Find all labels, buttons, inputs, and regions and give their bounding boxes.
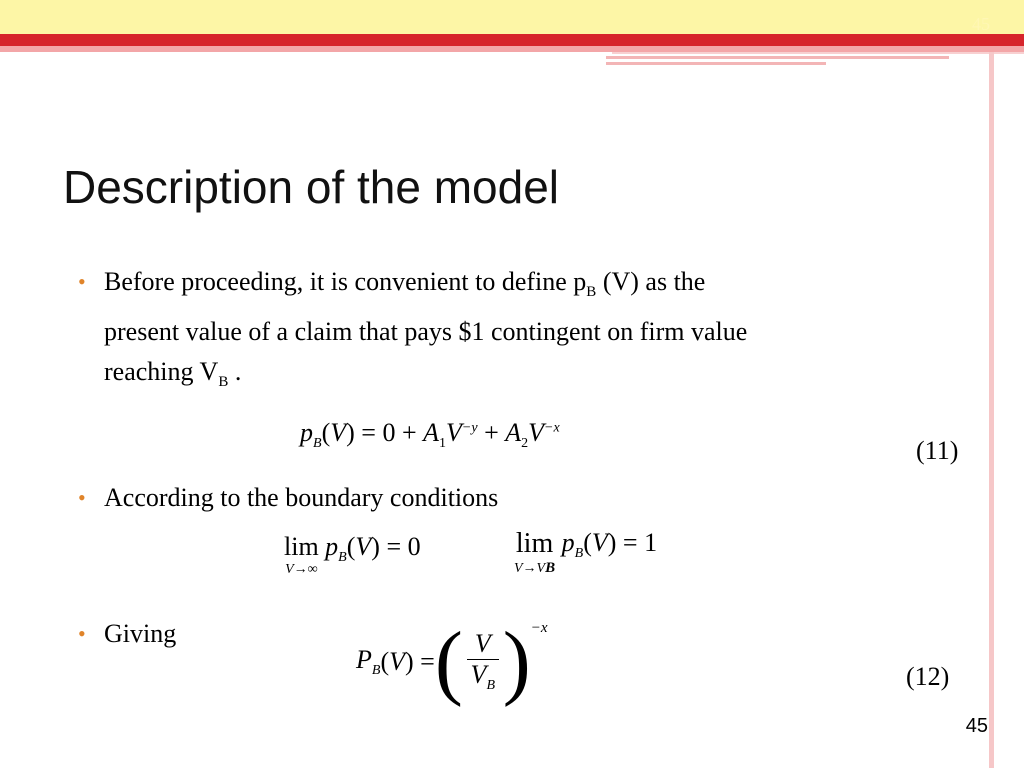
equation-12: $P_B$ (V) = ( $\frac{V}{V_B}$ ) −x: [356, 615, 548, 708]
bullet-dot-icon: •: [78, 621, 86, 646]
slide-number-header: 45: [972, 14, 990, 34]
header-decoration: [612, 52, 1024, 54]
page-number: 45: [965, 715, 988, 737]
limit-equation-infinity: lim V→∞ $p_B(V) = 0$: [284, 532, 421, 577]
equation-11: $p_B(V) = 0 + A_1V^{-y} + A_2V^{-x}$: [300, 418, 560, 452]
slide-title: Description of the model: [63, 161, 560, 213]
bullet-dot-icon: •: [78, 485, 86, 510]
limit-equation-vb: lim V→VB $p_B(V) = 1$: [514, 528, 658, 576]
equation-number-11: (11): [916, 436, 959, 465]
header-red-bar: [0, 34, 1024, 46]
bullet-dot-icon: •: [78, 269, 86, 294]
header-decoration: [606, 62, 826, 65]
equation-number-12: (12): [906, 662, 950, 691]
header-decoration: [606, 56, 949, 59]
header-band: [0, 0, 1024, 34]
side-decoration: [989, 52, 994, 768]
